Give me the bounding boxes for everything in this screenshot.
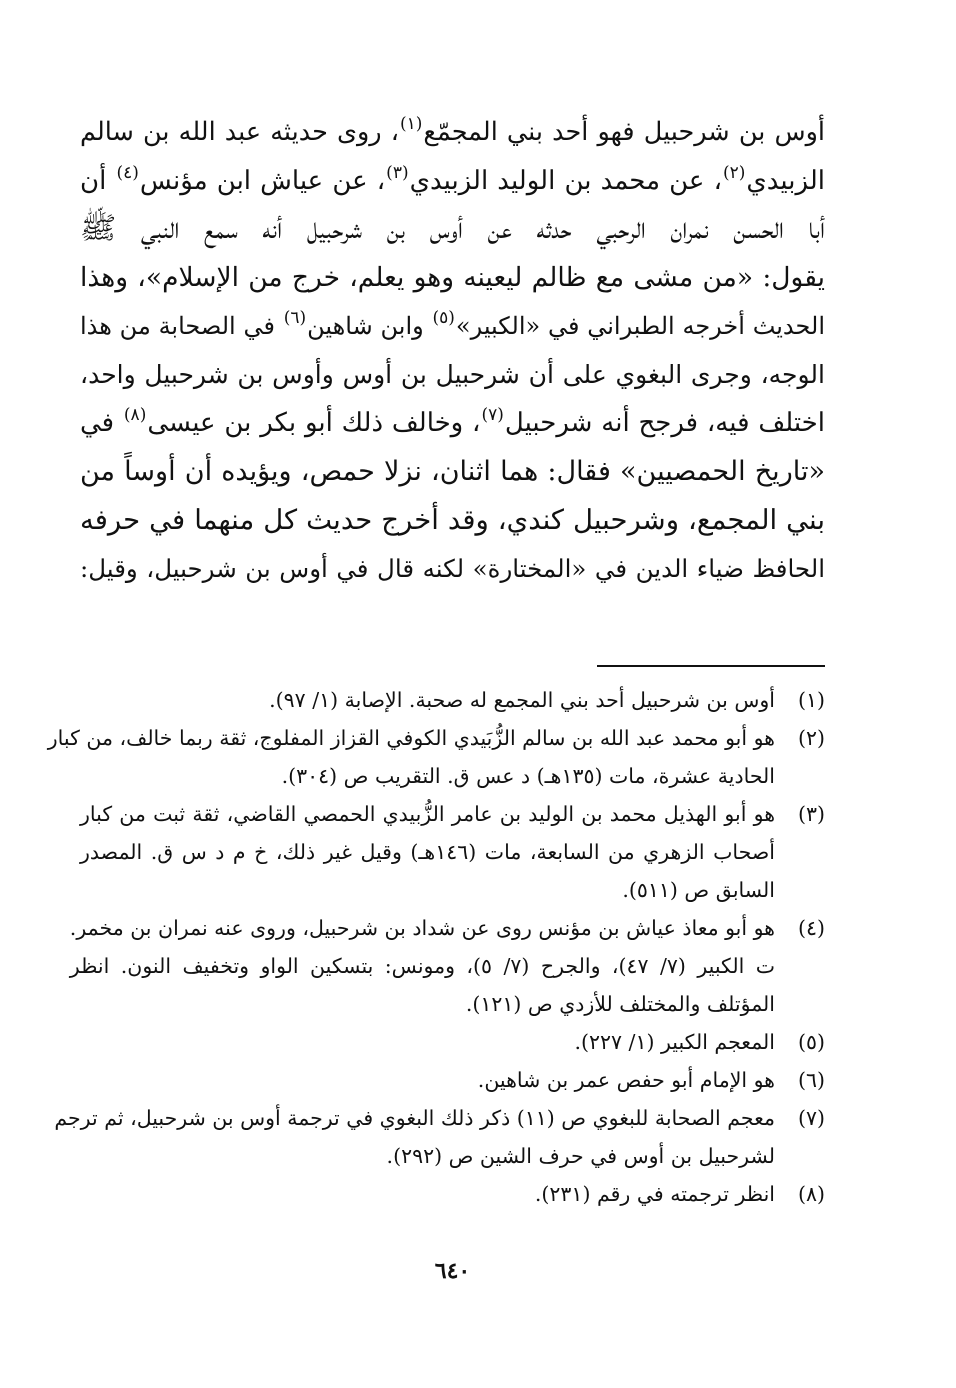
text-run: ، عن عياش ابن مؤنس (139, 165, 386, 196)
footnote-text (80, 1175, 775, 1213)
page-number: ٦٤٠ (434, 1258, 471, 1284)
main-line-9: بني المجمع، وشرحبيل كندي، وقد أخرج حديث كل منهما في حرفه (80, 504, 825, 536)
footnote-4 (69, 909, 825, 1023)
main-text (80, 108, 825, 593)
footnote-2 (47, 719, 825, 795)
footnote-line: المؤتلف والمختلف للأزدي ص (١٢١). (465, 992, 775, 1016)
footnote-text (80, 795, 775, 909)
text-run: وابن شاهين (307, 312, 432, 340)
text-run: في (80, 408, 123, 438)
footnote-line: انظر ترجمته في رقم (٢٣١). (534, 1182, 775, 1206)
main-line-6: الوجه، وجرى البغوي على أن شرحبيل بن أوس وأوس بن شرحبيل واحد، (80, 359, 825, 389)
main-line-2 (80, 157, 825, 206)
footnote-text (70, 909, 775, 1023)
footnote-number: (٢) (797, 726, 825, 750)
footnote-text (80, 1023, 775, 1061)
text-run: الزبيدي (746, 165, 825, 196)
footnote-line: السابق ص (٥١١). (622, 878, 775, 902)
footnote-number: (٤) (797, 916, 825, 940)
footnote-ref[interactable]: (٧) (481, 405, 504, 425)
footnote-line: معجم الصحابة للبغوي ص (١١) ذكر ذلك البغوي في ترجمة أوس بن شرحبيل، ثم ترجم (54, 1106, 775, 1130)
footnote-5 (80, 1023, 825, 1061)
footnote-ref[interactable]: (٢) (722, 162, 746, 183)
text-run: في الصحابة من هذا (80, 312, 283, 340)
text-run: ، وخالف ذلك أبو بكر بن عيسى (147, 408, 481, 438)
footnote-ref[interactable]: (٤) (116, 162, 139, 183)
footnote-line: الحادية عشرة، مات (١٣٥هـ) د عس ق. التقريب ص (٣٠٤). (281, 764, 775, 788)
text-run: أن (80, 165, 116, 196)
footnote-line: لشرحبيل بن أوس في حرف الشين ص (٢٩٢). (386, 1144, 775, 1168)
text-run: اختلف فيه، فرجح أنه شرحبيل (504, 408, 825, 438)
footnote-1 (80, 681, 825, 719)
text-run: ، روى حديثه عبد الله بن سالم (80, 117, 399, 147)
footnotes-list (47, 681, 825, 1213)
footnote-number: (٦) (797, 1068, 825, 1092)
footnote-line: المعجم الكبير (١/ ٢٢٧). (574, 1030, 775, 1054)
text-run: الحديث أخرجه الطبراني في «الكبير» (455, 312, 826, 340)
footnote-8 (80, 1175, 825, 1213)
footnote-3 (80, 795, 825, 909)
footnote-ref[interactable]: (١) (399, 114, 423, 134)
book-page (47, 108, 826, 1288)
footnote-text (80, 681, 775, 719)
footnote-separator (597, 665, 825, 667)
text-run: أوس بن شرحبيل فهو أحد بني المجمّع (423, 117, 826, 147)
footnote-line: هو الإمام أبو حفص عمر بن شاهين. (477, 1068, 775, 1092)
footnote-ref[interactable]: (٨) (123, 405, 147, 425)
footnote-line: هو أبو معاذ عياش بن مؤنس روى عن شداد بن شرحبيل، وروى عنه نمران بن مخمر. (69, 916, 775, 940)
main-line-10: الحافظ ضياء الدين في «المختارة» لكنه قال في أوس بن شرحبيل، وقيل: (80, 553, 825, 583)
footnote-number: (٣) (797, 802, 825, 826)
main-line-8: «تاريخ الحمصيين» فقال: هما اثنان، نزلا حمص، ويؤيده أن أوساً من (80, 455, 825, 487)
footnote-number: (٧) (797, 1106, 825, 1130)
main-line-4: يقول: «من مشى مع ظالم ليعينه وهو يعلم، خرج من الإسلام»، وهذا (80, 261, 825, 293)
main-line-5 (80, 302, 825, 351)
footnote-line: هو أبو محمد عبد الله بن سالم الزُّبَيدي الكوفي القزاز المفلوج، ثقة ربما خالف، من كبار (47, 726, 775, 750)
footnote-text (54, 1099, 775, 1175)
footnote-number: (٥) (797, 1030, 825, 1054)
footnote-6 (80, 1061, 825, 1099)
footnote-number: (٨) (797, 1182, 825, 1206)
footnote-text (80, 1061, 775, 1099)
footnote-line: أوس بن شرحبيل أحد بني المجمع له صحبة. الإصابة (١/ ٩٧). (269, 688, 775, 712)
footnote-7 (54, 1099, 825, 1175)
main-line-1 (80, 108, 825, 157)
footnote-line: أصحاب الزهري من السابعة، مات (١٤٦هـ) وقيل غير ذلك، خ م د س ق. المصدر (80, 840, 776, 864)
footnote-line: هو أبو الهذيل محمد بن الوليد بن عامر الزُّبيدي الحمصي القاضي، ثقة ثبت من كبار (80, 802, 775, 826)
footnote-ref[interactable]: (٦) (283, 308, 307, 328)
footnote-text (48, 719, 775, 795)
footnote-ref[interactable]: (٥) (432, 308, 455, 328)
text-run: ، عن محمد بن الوليد الزبيدي (409, 165, 722, 196)
footnote-line: ت الكبير (٧/ ٤٧)، والجرح (٧/ ٥)، ومونس: بتسكين الواو وتخفيف النون. انظر (69, 954, 775, 978)
footnote-ref[interactable]: (٣) (386, 162, 409, 183)
footnote-number: (١) (797, 688, 825, 712)
main-line-7 (80, 399, 825, 448)
main-line-3: أبا الحسن نمران الرحبي حدثه عن أوس بن شرحبيل أنه سمع النبي ﷺ (80, 211, 825, 246)
